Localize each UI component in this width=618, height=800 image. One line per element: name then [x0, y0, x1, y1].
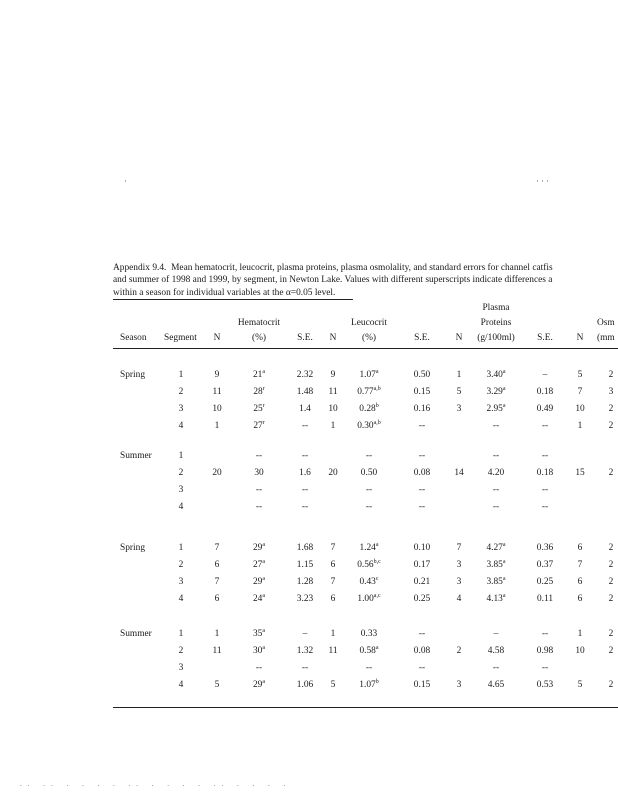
cell-hct: 29$^a$ [252, 542, 266, 553]
cell-lse: -- [418, 421, 426, 431]
table-caption [113, 262, 618, 299]
scan-speck: ··· [536, 176, 551, 186]
cell-leu: 0.28$^b$ [359, 403, 379, 414]
cell-lse: -- [418, 485, 426, 495]
cell-osm: 3 [608, 387, 614, 397]
header-leucocrit-unit: (%) [361, 333, 377, 343]
cell-n1: 7 [214, 543, 220, 553]
cell-leu: 0.30$^{a,b}$ [357, 420, 381, 431]
cell-lse: -- [418, 502, 426, 512]
header-n: N [576, 333, 584, 343]
caption-line-1: Mean hematocrit, leucocrit, plasma proteins, plasma osmolality, and standard errors for channel catfis [171, 263, 553, 273]
header-se: S.E. [297, 333, 313, 343]
significance-superscript: a,b [373, 420, 381, 426]
cell-pp: -- [492, 421, 500, 431]
cell-lse: 0.08 [413, 646, 431, 656]
cell-leu: 1.24$^a$ [359, 542, 379, 553]
cell-n3: 1 [456, 370, 462, 380]
cell-n2: 1 [330, 629, 336, 639]
cell-n2: 20 [328, 468, 338, 478]
cell-hct: 35$^a$ [252, 628, 266, 639]
cell-hse: 1.48 [296, 387, 314, 397]
cell-n2: 5 [330, 680, 336, 690]
cell-hse: 1.32 [296, 646, 314, 656]
cell-n4: 6 [577, 543, 583, 553]
cell-n1: 20 [212, 468, 222, 478]
cell-hse: 1.6 [299, 468, 311, 478]
cell-n3: 4 [456, 594, 462, 604]
cell-pse: 0.49 [536, 404, 554, 414]
header-rule [113, 348, 618, 349]
cell-pp: 4.20 [487, 468, 505, 478]
cell-pse: 0.36 [536, 543, 554, 553]
significance-superscript: a [502, 369, 506, 375]
cell-n1: 9 [214, 370, 220, 380]
cell-leu: 1.00$^{a,c}$ [357, 593, 381, 604]
cell-pp: – [493, 629, 499, 639]
cell-hse: 1.06 [296, 680, 314, 690]
cell-n1: 11 [212, 646, 222, 656]
header-season: Season [120, 333, 147, 343]
cell-leu: 0.58$^a$ [359, 645, 379, 656]
header-proteins: Proteins [480, 318, 512, 328]
cell-leu: 0.43$^c$ [359, 576, 379, 587]
cell-n4: 10 [575, 646, 585, 656]
cell-n4: 15 [575, 468, 585, 478]
cell-osm: 2 [608, 629, 614, 639]
cell-hct: 29$^a$ [252, 679, 266, 690]
cell-n1: 5 [214, 680, 220, 690]
cell-pse: 0.11 [536, 594, 554, 604]
significance-superscript: a,b [373, 386, 381, 392]
cell-seg: 2 [178, 646, 184, 656]
significance-superscript: a [502, 542, 506, 548]
cell-seg: 4 [178, 421, 184, 431]
significance-superscript: a [262, 593, 266, 599]
caption-rule [113, 299, 353, 300]
cell-lse: -- [418, 663, 426, 673]
cell-leu: 1.07$^a$ [359, 369, 379, 380]
header-n: N [213, 333, 221, 343]
significance-superscript: a [502, 403, 506, 409]
header-n: N [329, 333, 337, 343]
cell-seg: 4 [178, 594, 184, 604]
cell-leu: 0.33 [360, 629, 378, 639]
cell-pse: -- [541, 663, 549, 673]
cell-n4: 5 [577, 680, 583, 690]
cell-leu: 0.56$^{b,c}$ [357, 559, 381, 570]
cell-hct: 28$^r$ [253, 386, 265, 397]
cell-pp: 4.65 [487, 680, 505, 690]
cell-n3: 14 [454, 468, 464, 478]
header-plasma-unit: (g/100ml) [477, 333, 515, 343]
cell-osm: 2 [608, 680, 614, 690]
significance-superscript: a [262, 559, 266, 565]
cell-pp: 4.13$^a$ [486, 593, 506, 604]
cell-n4: 6 [577, 594, 583, 604]
scan-noise: .. .. . . . . .. . . . . .. . . . . [20, 780, 292, 788]
cell-lse: 0.15 [413, 680, 431, 690]
cell-pp: -- [492, 502, 500, 512]
significance-superscript: a [262, 679, 266, 685]
cell-seg: 1 [178, 629, 184, 639]
significance-superscript: a [375, 645, 379, 651]
cell-n2: 11 [328, 387, 338, 397]
cell-n2: 10 [328, 404, 338, 414]
cell-hct: -- [255, 485, 263, 495]
cell-n3: 3 [456, 680, 462, 690]
cell-hse: – [302, 629, 308, 639]
cell-hse: 1.15 [296, 560, 314, 570]
cell-seg: 4 [178, 680, 184, 690]
cell-pp: -- [492, 485, 500, 495]
cell-hct: 27$^r$ [253, 420, 265, 431]
cell-leu: -- [365, 663, 373, 673]
header-se: S.E. [537, 333, 553, 343]
cell-pse: -- [541, 502, 549, 512]
cell-pse: 0.98 [536, 646, 554, 656]
cell-lse: 0.08 [413, 468, 431, 478]
cell-lse: 0.21 [413, 577, 431, 587]
significance-superscript: a [502, 576, 506, 582]
season-label: Spring [120, 370, 146, 380]
significance-superscript: a [502, 559, 506, 565]
cell-hct: -- [255, 451, 263, 461]
cell-pse: -- [541, 629, 549, 639]
cell-hse: 2.32 [296, 370, 314, 380]
cell-leu: 1.07$^b$ [359, 679, 379, 690]
cell-n3: 3 [456, 577, 462, 587]
cell-lse: 0.10 [413, 543, 431, 553]
cell-hse: 1.28 [296, 577, 314, 587]
cell-hse: -- [301, 421, 309, 431]
cell-leu: -- [365, 502, 373, 512]
cell-seg: 3 [178, 663, 184, 673]
significance-superscript: r [262, 386, 265, 392]
cell-hse: 1.68 [296, 543, 314, 553]
cell-seg: 2 [178, 387, 184, 397]
cell-lse: 0.25 [413, 594, 431, 604]
cell-n1: 1 [214, 421, 220, 431]
cell-seg: 3 [178, 485, 184, 495]
caption-line-3: within a season for individual variables at the α=0.05 level. [113, 287, 336, 298]
header-plasma: Plasma [482, 303, 510, 313]
cell-seg: 2 [178, 468, 184, 478]
significance-superscript: b [375, 679, 379, 685]
caption-label: Appendix 9.4. [113, 263, 167, 273]
cell-lse: 0.16 [413, 404, 431, 414]
cell-n4: 6 [577, 577, 583, 587]
cell-n4: 1 [577, 421, 583, 431]
cell-n1: 6 [214, 594, 220, 604]
cell-n2: 7 [330, 543, 336, 553]
significance-superscript: r [262, 420, 265, 426]
cell-n3: 3 [456, 560, 462, 570]
significance-superscript: a [502, 593, 506, 599]
significance-superscript: a [262, 369, 266, 375]
cell-n3: 7 [456, 543, 462, 553]
cell-pp: 3.85$^a$ [486, 576, 506, 587]
cell-seg: 1 [178, 543, 184, 553]
cell-n3: 3 [456, 404, 462, 414]
season-label: Summer [120, 629, 152, 639]
header-segment: Segment [164, 333, 197, 343]
cell-lse: -- [418, 629, 426, 639]
cell-n2: 7 [330, 577, 336, 587]
cell-osm: 2 [608, 468, 614, 478]
cell-pse: 0.18 [536, 387, 554, 397]
cell-leu: 0.50 [360, 468, 378, 478]
cell-n1: 7 [214, 577, 220, 587]
cell-seg: 1 [178, 370, 184, 380]
significance-superscript: a [262, 628, 266, 634]
cell-pp: -- [492, 451, 500, 461]
significance-superscript: a [375, 369, 379, 375]
cell-n1: 11 [212, 387, 222, 397]
season-label: Spring [120, 543, 146, 553]
cell-n4: 10 [575, 404, 585, 414]
scan-speck: · [124, 176, 127, 186]
cell-n1: 1 [214, 629, 220, 639]
header-n: N [455, 333, 463, 343]
cell-osm: 2 [608, 404, 614, 414]
cell-seg: 3 [178, 577, 184, 587]
season-label: Summer [120, 451, 152, 461]
cell-hct: -- [255, 502, 263, 512]
cell-n4: 5 [577, 370, 583, 380]
cell-leu: 0.77$^{a,b}$ [357, 386, 381, 397]
cell-hse: -- [301, 485, 309, 495]
cell-lse: 0.17 [413, 560, 431, 570]
cell-seg: 2 [178, 560, 184, 570]
cell-lse: 0.15 [413, 387, 431, 397]
cell-osm: 2 [608, 421, 614, 431]
cell-osm: 2 [608, 577, 614, 587]
cell-hct: 24$^a$ [252, 593, 266, 604]
cell-n2: 6 [330, 560, 336, 570]
cell-lse: 0.50 [413, 370, 431, 380]
cell-n3: 5 [456, 387, 462, 397]
cell-pp: 2.95$^a$ [486, 403, 506, 414]
cell-leu: -- [365, 485, 373, 495]
significance-superscript: a,c [373, 593, 381, 599]
header-osmolality: Osm [597, 318, 615, 328]
cell-osm: 2 [608, 594, 614, 604]
cell-pp: 3.29$^a$ [486, 386, 506, 397]
cell-hse: -- [301, 502, 309, 512]
significance-superscript: a [262, 542, 266, 548]
cell-n2: 9 [330, 370, 336, 380]
significance-superscript: b,c [373, 559, 381, 565]
header-hematocrit: Hematocrit [237, 318, 281, 328]
cell-hct: -- [255, 663, 263, 673]
cell-hse: 3.23 [296, 594, 314, 604]
cell-pse: 0.37 [536, 560, 554, 570]
header-hematocrit-unit: (%) [251, 333, 267, 343]
cell-seg: 1 [178, 451, 184, 461]
cell-hct: 29$^a$ [252, 576, 266, 587]
cell-hct: 21$^a$ [252, 369, 266, 380]
cell-pp: 4.27$^a$ [486, 542, 506, 553]
header-osmolality-unit: (mm [597, 333, 615, 343]
header-se: S.E. [414, 333, 430, 343]
cell-pse: -- [541, 451, 549, 461]
cell-lse: -- [418, 451, 426, 461]
cell-pse: 0.18 [536, 468, 554, 478]
cell-n4: 7 [577, 560, 583, 570]
cell-pse: -- [541, 421, 549, 431]
cell-hse: 1.4 [299, 404, 311, 414]
cell-pse: 0.53 [536, 680, 554, 690]
cell-pse: – [542, 370, 548, 380]
cell-osm: 2 [608, 543, 614, 553]
cell-n2: 1 [330, 421, 336, 431]
cell-n1: 10 [212, 404, 222, 414]
cell-osm: 2 [608, 370, 614, 380]
cell-pse: -- [541, 485, 549, 495]
significance-superscript: b [375, 403, 379, 409]
cell-hct: 25$^r$ [253, 403, 265, 414]
cell-hct: 30$^a$ [252, 645, 266, 656]
cell-seg: 4 [178, 502, 184, 512]
cell-osm: 2 [608, 560, 614, 570]
cell-hse: -- [301, 663, 309, 673]
cell-pp: 3.40$^a$ [486, 369, 506, 380]
cell-osm: 2 [608, 646, 614, 656]
cell-n1: 6 [214, 560, 220, 570]
cell-leu: -- [365, 451, 373, 461]
cell-n2: 6 [330, 594, 336, 604]
significance-superscript: a [502, 386, 506, 392]
cell-hct: 27$^a$ [252, 559, 266, 570]
significance-superscript: a [375, 542, 379, 548]
caption-line-2: and summer of 1998 and 1999, by segment, in Newton Lake. Values with different superscripts indicate differences a [113, 275, 553, 286]
cell-hct: 30 [254, 468, 264, 478]
cell-hse: -- [301, 451, 309, 461]
table-bottom-rule [113, 707, 618, 708]
cell-n2: 11 [328, 646, 338, 656]
cell-n4: 1 [577, 629, 583, 639]
cell-n3: 2 [456, 646, 462, 656]
cell-seg: 3 [178, 404, 184, 414]
cell-pp: -- [492, 663, 500, 673]
significance-superscript: c [375, 576, 379, 582]
significance-superscript: r [262, 403, 265, 409]
cell-n4: 7 [577, 387, 583, 397]
significance-superscript: a [262, 576, 266, 582]
cell-pp: 3.85$^a$ [486, 559, 506, 570]
cell-pse: 0.25 [536, 577, 554, 587]
cell-pp: 4.58 [487, 646, 505, 656]
header-leucocrit: Leucocrit [351, 318, 387, 328]
significance-superscript: a [262, 645, 266, 651]
